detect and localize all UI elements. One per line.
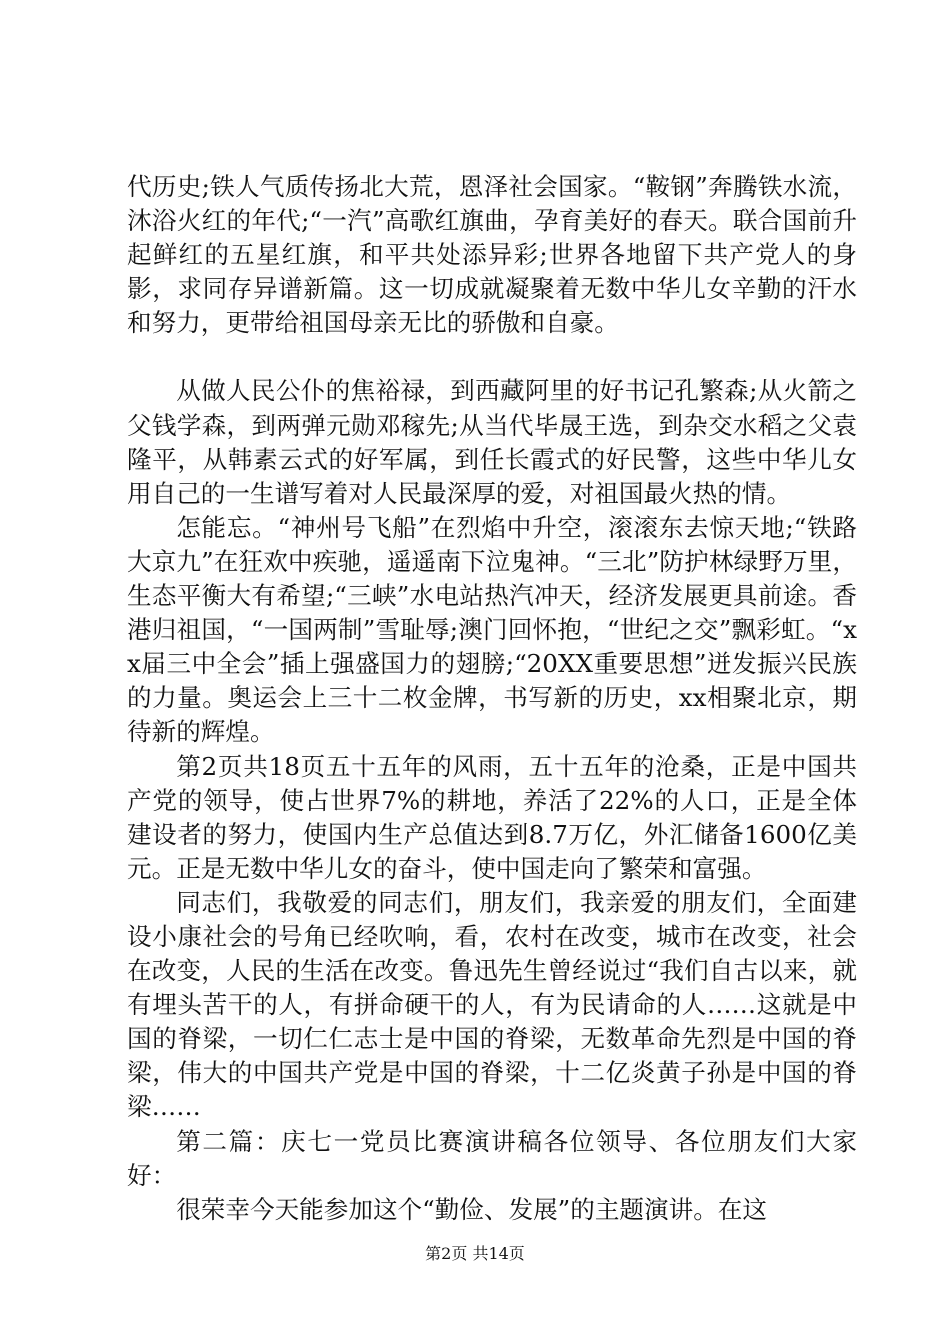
paragraph-7: 很荣幸今天能参加这个“勤俭、发展”的主题演讲。在这 bbox=[176, 1194, 767, 1224]
paragraph-6: 第二篇：庆七一党员比赛演讲稿各位领导、各位朋友们大家好： bbox=[127, 1126, 857, 1190]
paragraph-3: 怎能忘。“神州号飞船”在烈焰中升空，滚滚东去惊天地;“铁路大京九”在狂欢中疾驰，遥遥南下泣鬼神。“三北”防护林绿野万里，生态平衡大有希望;“三峡”水电站热汽冲天，经济发展更具前途。香港归祖国，“一国两制”雪耻辱;澳门回怀抱，“世纪之交”飘彩虹。“xx届三中全会”插上强盛国力的翅膀;“20XX重要思想”迸发振兴民族的力量。奥运会上三十二枚金牌，书写新的历史，xx相聚北京，期待新的辉煌。 bbox=[127, 512, 857, 747]
document-body bbox=[127, 170, 857, 1227]
page-footer: 第2页 共14页 bbox=[425, 1244, 525, 1263]
paragraph-4: 第2页共18页五十五年的风雨，五十五年的沧桑，正是中国共产党的领导，使占世界7%的耕地，养活了22%的人口，正是全体建设者的努力，使国内生产总值达到8.7万亿，外汇储备1600亿美元。正是无数中华儿女的奋斗，使中国走向了繁荣和富强。 bbox=[127, 751, 857, 883]
paragraph-5: 同志们，我敬爱的同志们，朋友们，我亲爱的朋友们，全面建设小康社会的号角已经吹响，看，农村在改变，城市在改变，社会在改变，人民的生活在改变。鲁迅先生曾经说过“我们自古以来，就有埋头苦干的人，有拼命硬干的人，有为民请命的人……这就是中国的脊梁，一切仁仁志士是中国的脊梁，无数革命先烈是中国的脊梁，伟大的中国共产党是中国的脊梁，十二亿炎黄子孙是中国的脊梁…… bbox=[127, 887, 857, 1122]
paragraph-1: 代历史;铁人气质传扬北大荒，恩泽社会国家。“鞍钢”奔腾铁水流，沐浴火红的年代;“一汽”高歌红旗曲，孕育美好的春天。联合国前升起鲜红的五星红旗，和平共处添异彩;世界各地留下共产党人的身影，求同存异谱新篇。这一切成就凝聚着无数中华儿女辛勤的汗水和努力，更带给祖国母亲无比的骄傲和自豪。 bbox=[127, 172, 857, 338]
paragraph-2: 从做人民公仆的焦裕禄，到西藏阿里的好书记孔繁森;从火箭之父钱学森，到两弹元勋邓稼先;从当代毕晟王选，到杂交水稻之父袁隆平，从韩素云式的好军属，到任长霞式的好民警，这些中华儿女用自己的一生谱写着对人民最深厚的爱，对祖国最火热的情。 bbox=[127, 376, 857, 508]
